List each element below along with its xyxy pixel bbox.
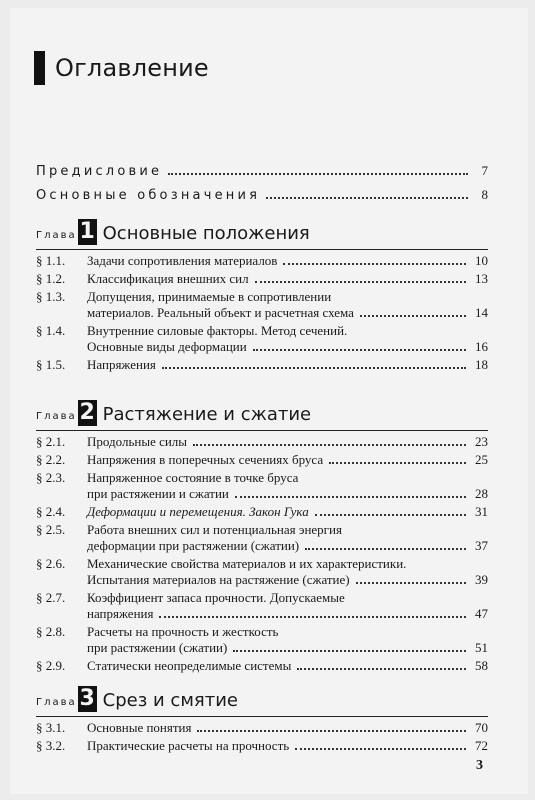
section-title: при растяжении (сжатии) — [87, 640, 228, 655]
section-title: Внутренние силовые факторы. Метод сечений. — [87, 323, 348, 338]
entry-label: Основные обозначения — [36, 188, 261, 203]
section-number: § 2.6. — [36, 556, 66, 571]
section-number: § 2.2. — [36, 452, 66, 467]
toc-entry-notation[interactable] — [36, 187, 488, 203]
section-page: 23 — [475, 434, 488, 449]
toc-entry[interactable] — [36, 289, 488, 321]
leader-dots — [197, 730, 466, 732]
leader-dots — [295, 748, 466, 750]
section-page: 14 — [475, 305, 488, 320]
toc-entry[interactable] — [36, 590, 488, 622]
section-page: 51 — [475, 640, 488, 655]
section-page: 31 — [475, 504, 488, 519]
section-title: Напряжения — [87, 357, 156, 372]
section-page: 10 — [475, 253, 488, 268]
toc-entry[interactable] — [36, 253, 488, 269]
section-page: 28 — [475, 486, 488, 501]
toc-entry[interactable] — [36, 624, 488, 656]
section-page: 25 — [475, 452, 488, 467]
leader-dots — [266, 197, 468, 199]
section-page: 13 — [475, 271, 488, 286]
section-number: § 3.2. — [36, 738, 66, 753]
section-title: Напряженное состояние в точке бруса — [87, 470, 299, 485]
toc-entry[interactable] — [36, 720, 488, 736]
toc-entry[interactable] — [36, 522, 488, 554]
leader-dots — [305, 548, 466, 550]
leader-dots — [255, 281, 466, 283]
toc-heading — [34, 48, 209, 88]
section-number: § 2.1. — [36, 434, 66, 449]
section-title: Классификация внешних сил — [87, 271, 249, 286]
leader-dots — [253, 349, 466, 351]
toc-entry[interactable] — [36, 323, 488, 355]
section-page: 39 — [475, 572, 488, 587]
entry-page: 8 — [481, 187, 488, 202]
chapter-word: Глава — [36, 230, 77, 241]
section-number: § 2.8. — [36, 624, 66, 639]
chapter-title: Растяжение и сжатие — [102, 404, 312, 425]
leader-dots — [235, 496, 466, 498]
section-title: Деформации и перемещения. Закон Гука — [87, 504, 309, 519]
section-title: Основные виды деформации — [87, 339, 247, 354]
leader-dots — [297, 668, 466, 670]
chapter-number: 3 — [79, 686, 95, 711]
section-number: § 1.1. — [36, 253, 66, 268]
entry-label: Предисловие — [36, 164, 163, 179]
section-number: § 2.3. — [36, 470, 66, 485]
section-number: § 2.9. — [36, 658, 66, 673]
section-title: материалов. Реальный объект и расчетная схема — [87, 305, 354, 320]
section-page: 37 — [475, 538, 488, 553]
toc-entry[interactable] — [36, 357, 488, 373]
toc-entry[interactable] — [36, 556, 488, 588]
toc-entry[interactable] — [36, 434, 488, 450]
section-title: Задачи сопротивления материалов — [87, 253, 278, 268]
section-number: § 1.3. — [36, 289, 66, 304]
section-title: Работа внешних сил и потенциальная энергия — [87, 522, 342, 537]
section-page: 58 — [475, 658, 488, 673]
section-number: § 1.2. — [36, 271, 66, 286]
section-title: Статически неопределимые системы — [87, 658, 292, 673]
section-page: 16 — [475, 339, 488, 354]
section-page: 47 — [475, 606, 488, 621]
toc-entry[interactable] — [36, 738, 488, 754]
section-page: 70 — [475, 720, 488, 735]
toc-entry[interactable] — [36, 504, 488, 520]
section-title: Продольные силы — [87, 434, 188, 449]
chapter-heading[interactable] — [36, 219, 310, 245]
toc-entry[interactable] — [36, 271, 488, 287]
page-title: Оглавление — [55, 54, 209, 82]
chapter-title: Основные положения — [102, 223, 310, 244]
leader-dots — [168, 173, 468, 175]
section-title: напряжения — [87, 606, 154, 621]
section-title: Практические расчеты на прочность — [87, 738, 290, 753]
section-title: Расчеты на прочность и жесткость — [87, 624, 279, 639]
entry-page: 7 — [481, 163, 488, 178]
chapter-rule — [36, 249, 488, 250]
leader-dots — [315, 514, 466, 516]
toc-entry-preface[interactable] — [36, 163, 488, 179]
leader-dots — [162, 367, 466, 369]
leader-dots — [356, 582, 466, 584]
leader-dots — [329, 462, 466, 464]
section-title: Механические свойства материалов и их характеристики. — [87, 556, 407, 571]
page-number: 3 — [476, 758, 483, 773]
chapter-rule — [36, 430, 488, 431]
section-title: Коэффициент запаса прочности. Допускаемые — [87, 590, 345, 605]
section-number: § 1.5. — [36, 357, 66, 372]
chapter-rule — [36, 716, 488, 717]
section-number: § 3.1. — [36, 720, 66, 735]
leader-dots — [360, 315, 466, 317]
leader-dots — [159, 616, 466, 618]
section-number: § 2.5. — [36, 522, 66, 537]
section-title: Напряжения в поперечных сечениях бруса — [87, 452, 324, 467]
chapter-number: 2 — [79, 400, 95, 425]
section-page: 72 — [475, 738, 488, 753]
section-title: Допущения, принимаемые в сопротивлении — [87, 289, 332, 304]
leader-dots — [233, 650, 466, 652]
chapter-word: Глава — [36, 697, 77, 708]
chapter-heading[interactable] — [36, 400, 311, 426]
toc-entry[interactable] — [36, 452, 488, 468]
leader-dots — [193, 444, 466, 446]
toc-entry[interactable] — [36, 470, 488, 502]
section-title: Основные понятия — [87, 720, 192, 735]
chapter-heading[interactable] — [36, 686, 238, 712]
heading-bar — [34, 51, 45, 85]
leader-dots — [283, 263, 466, 265]
chapter-number: 1 — [79, 219, 95, 244]
section-number: § 2.7. — [36, 590, 66, 605]
section-title: при растяжении и сжатии — [87, 486, 229, 501]
toc-entry[interactable] — [36, 658, 488, 674]
section-number: § 2.4. — [36, 504, 66, 519]
section-page: 18 — [475, 357, 488, 372]
section-number: § 1.4. — [36, 323, 66, 338]
chapter-title: Срез и смятие — [102, 690, 238, 711]
chapter-word: Глава — [36, 411, 77, 422]
section-title: Испытания материалов на растяжение (сжатие) — [87, 572, 350, 587]
section-title: деформации при растяжении (сжатии) — [87, 538, 300, 553]
